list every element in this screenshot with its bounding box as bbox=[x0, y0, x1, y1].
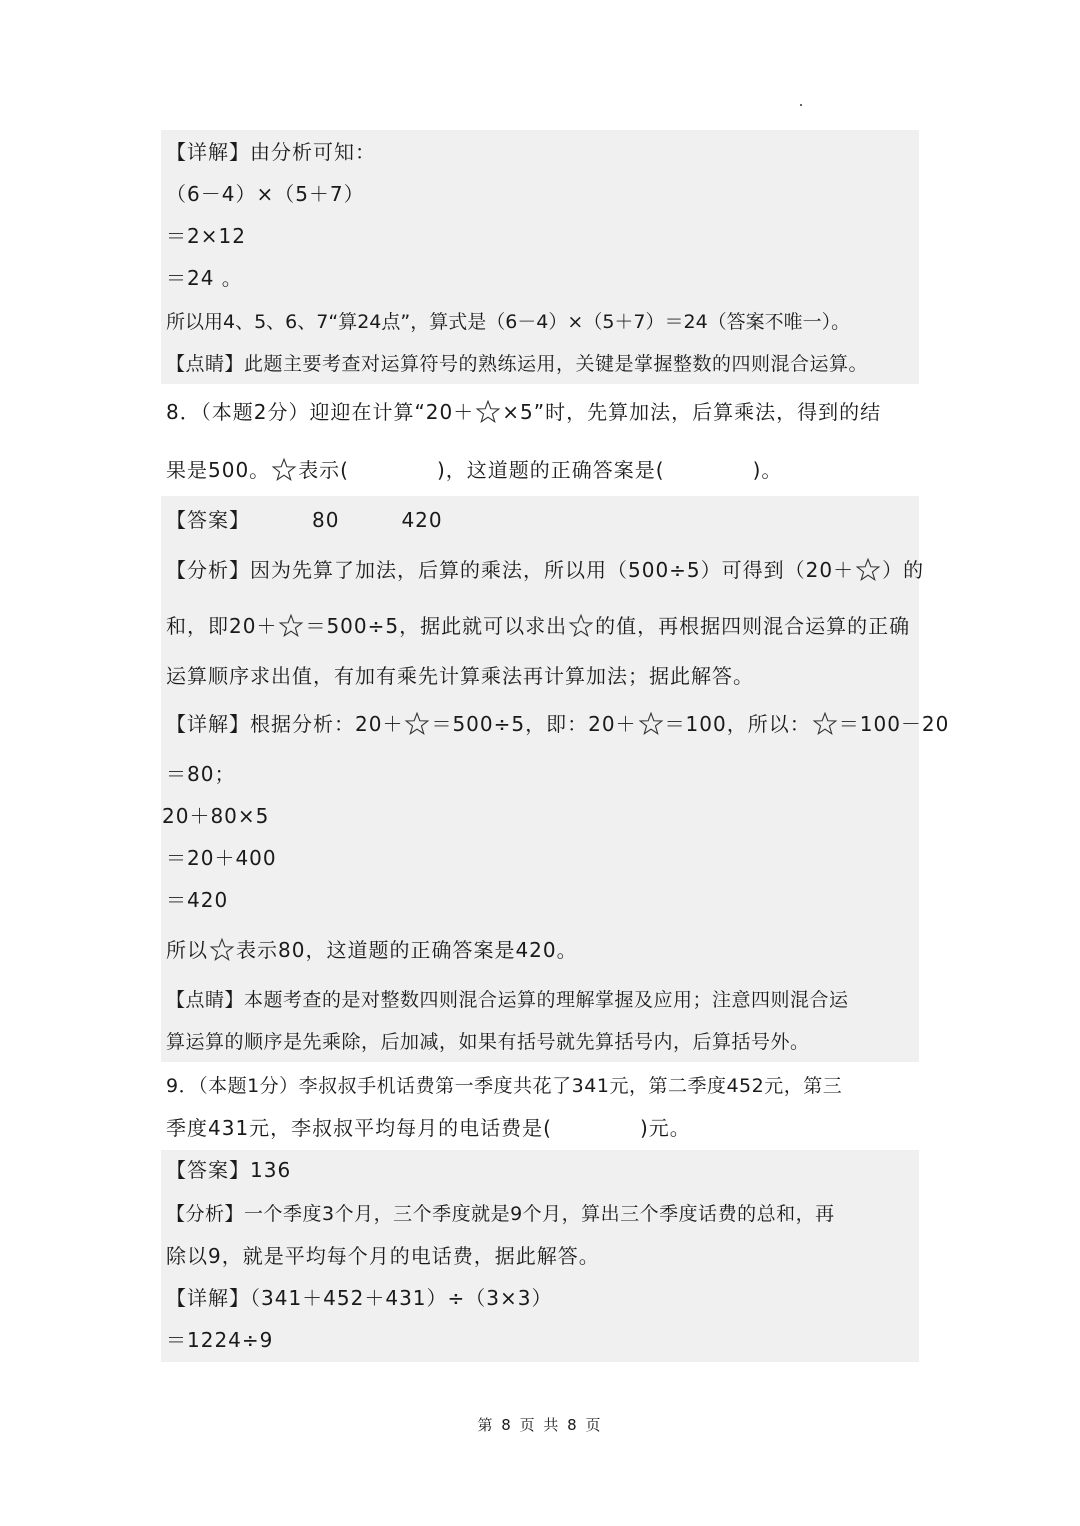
conclusion-line bbox=[166, 936, 578, 964]
detail-text: 【详解】根据分析：20＋ bbox=[166, 712, 404, 736]
question-9-line1: 9．（本题1分）李叔叔手机话费第一季度共花了341元，第二季度452元，第三 bbox=[166, 1075, 843, 1097]
analysis-line: 除以9，就是平均每个月的电话费，据此解答。 bbox=[166, 1244, 600, 1268]
tip-line: 【点睛】此题主要考查对运算符号的熟练运用，关键是掌握整数的四则混合运算。 bbox=[166, 353, 869, 375]
star-icon bbox=[271, 457, 297, 483]
star-icon bbox=[855, 557, 881, 583]
star-icon bbox=[638, 711, 664, 737]
analysis-text: ）的 bbox=[882, 558, 925, 582]
conclusion-line: 所以用4、5、6、7“算24点”，算式是（6－4）×（5＋7）＝24（答案不唯一）。 bbox=[166, 311, 851, 333]
answer-line: 【答案】136 bbox=[166, 1158, 292, 1182]
q8-text: )。 bbox=[752, 458, 783, 482]
analysis-text: ＝500÷5，据此就可以求出 bbox=[305, 614, 568, 638]
answer-value: 80 bbox=[312, 508, 340, 532]
tip-line: 算运算的顺序是先乘除，后加减，如果有括号就先算括号内，后算括号外。 bbox=[166, 1031, 810, 1053]
analysis-line bbox=[166, 612, 910, 640]
star-icon bbox=[209, 937, 235, 963]
tip-line: 【点睛】本题考查的是对整数四则混合运算的理解掌握及应用；注意四则混合运 bbox=[166, 989, 849, 1011]
star-icon bbox=[568, 613, 594, 639]
scan-speck bbox=[800, 104, 802, 106]
analysis-line: 【分析】一个季度3个月，三个季度就是9个月，算出三个季度话费的总和，再 bbox=[166, 1203, 835, 1225]
detail-text: 表示80，这道题的正确答案是420。 bbox=[236, 938, 578, 962]
detail-text: ＝100－20 bbox=[838, 712, 950, 736]
analysis-text: 和，即20＋ bbox=[166, 614, 278, 638]
q9-text: )元。 bbox=[639, 1116, 691, 1140]
calc-line: ＝2×12 bbox=[166, 224, 246, 248]
analysis-text: 的值，再根据四则混合运算的正确 bbox=[595, 614, 911, 638]
question-8-line1 bbox=[166, 398, 881, 426]
answer-value: 420 bbox=[401, 508, 443, 532]
q9-text: 季度431元，李叔叔平均每月的电话费是( bbox=[166, 1116, 552, 1140]
calc-line: ＝20＋400 bbox=[166, 846, 277, 870]
q8-text: 果是500。 bbox=[166, 458, 271, 482]
calc-line: ＝1224÷9 bbox=[166, 1328, 274, 1352]
calc-line: ＝420 bbox=[166, 888, 229, 912]
calc-line: ＝80； bbox=[166, 762, 236, 786]
detail-text: ＝100，所以： bbox=[664, 712, 811, 736]
star-icon bbox=[812, 711, 838, 737]
q8-text: ×5”时，先算加法，后算乘法，得到的结 bbox=[502, 400, 882, 424]
solution-block-7 bbox=[161, 130, 919, 384]
calc-line: ＝24 。 bbox=[166, 266, 243, 290]
q8-text: )，这道题的正确答案是( bbox=[437, 458, 665, 482]
star-icon bbox=[278, 613, 304, 639]
page-number: 第 8 页 共 8 页 bbox=[477, 1416, 603, 1434]
detail-line bbox=[166, 710, 949, 738]
answer-label: 【答案】 bbox=[166, 508, 250, 532]
detail-text: 所以 bbox=[166, 938, 208, 962]
detail-head: 【详解】由分析可知： bbox=[166, 140, 376, 164]
star-icon bbox=[404, 711, 430, 737]
calc-line: （6－4）×（5＋7） bbox=[166, 182, 365, 206]
answer-line bbox=[166, 506, 443, 534]
detail-line: 【详解】（341＋452＋431）÷（3×3） bbox=[166, 1286, 553, 1310]
star-icon bbox=[475, 399, 501, 425]
analysis-line bbox=[166, 556, 924, 584]
question-8-line2 bbox=[166, 456, 782, 484]
detail-text: ＝500÷5，即：20＋ bbox=[431, 712, 637, 736]
analysis-line: 运算顺序求出值，有加有乘先计算乘法再计算加法；据此解答。 bbox=[166, 664, 754, 688]
q8-text: 表示( bbox=[298, 458, 349, 482]
question-9-line2 bbox=[166, 1114, 691, 1142]
analysis-text: 【分析】因为先算了加法，后算的乘法，所以用（500÷5）可得到（20＋ bbox=[166, 558, 855, 582]
q8-text: 8．（本题2分）迎迎在计算“20＋ bbox=[166, 400, 475, 424]
calc-line: 20＋80×5 bbox=[162, 804, 270, 828]
